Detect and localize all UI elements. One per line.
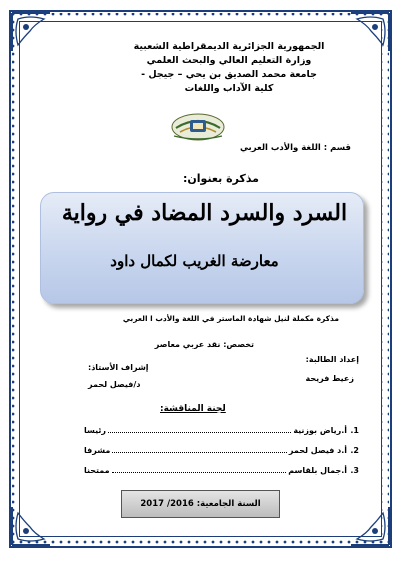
- department-label: قسم : اللغة والأدب العربي: [239, 143, 351, 153]
- member-name: أ.جمال بلقاسم: [288, 466, 347, 475]
- student-name: زعيط فريحة: [305, 374, 354, 383]
- member-number: 1.: [350, 426, 359, 435]
- committee-title: لجنة المناقشة:: [160, 404, 226, 414]
- dotted-leader: [112, 466, 287, 473]
- student-label: إعداد الطالبة:: [305, 355, 359, 364]
- committee-member-row: [84, 426, 359, 435]
- faculty-name: كلية الآداب واللغات: [184, 83, 274, 94]
- supervisor-label: إشراف الأستاذ:: [88, 363, 149, 372]
- member-role: ممتحنا: [84, 466, 110, 475]
- academic-year-box: [121, 490, 280, 518]
- member-name: أ.رياض بوزنية: [293, 426, 347, 435]
- thesis-title-line-2: معارضة الغريب لكمال داود: [110, 252, 279, 270]
- dotted-leader: [112, 446, 287, 453]
- republic-name: الجمهورية الجزائرية الديمقراطية الشعبية: [133, 41, 325, 52]
- university-seal-logo: [170, 110, 226, 142]
- corner-ornament-bottom-right: [349, 505, 391, 547]
- member-role: مشرفا: [84, 446, 111, 455]
- memo-title-label: مذكرة بعنوان:: [182, 172, 259, 185]
- corner-ornament-bottom-left: [10, 505, 52, 547]
- committee-member-row: [84, 466, 359, 475]
- supervisor-name: د/فيصل لحمر: [88, 380, 141, 389]
- member-role: رئيسا: [84, 426, 107, 435]
- ministry-name: وزارة التعليم العالي والبحث العلمي: [146, 55, 312, 66]
- corner-ornament-top-left: [10, 11, 52, 53]
- member-name: أ.د فيصل لحمر: [288, 446, 347, 455]
- committee-member-row: [84, 446, 359, 455]
- specialization-label: تخصص: نقد عربي معاصر: [154, 340, 254, 349]
- member-number: 2.: [350, 446, 359, 455]
- academic-year-text: السنة الجامعية: 2016/ 2017: [140, 499, 261, 509]
- member-number: 3.: [350, 466, 359, 475]
- degree-statement: مذكرة مكملة لنيل شهادة الماستر في اللغة والأدب ا العربي: [122, 314, 339, 323]
- dotted-leader: [108, 426, 291, 433]
- institution-header: [99, 40, 359, 96]
- university-name: جامعة محمد الصديق بن يحي – جيجل -: [141, 69, 317, 80]
- thesis-title-line-1: السرد والسرد المضاد في رواية: [61, 200, 348, 226]
